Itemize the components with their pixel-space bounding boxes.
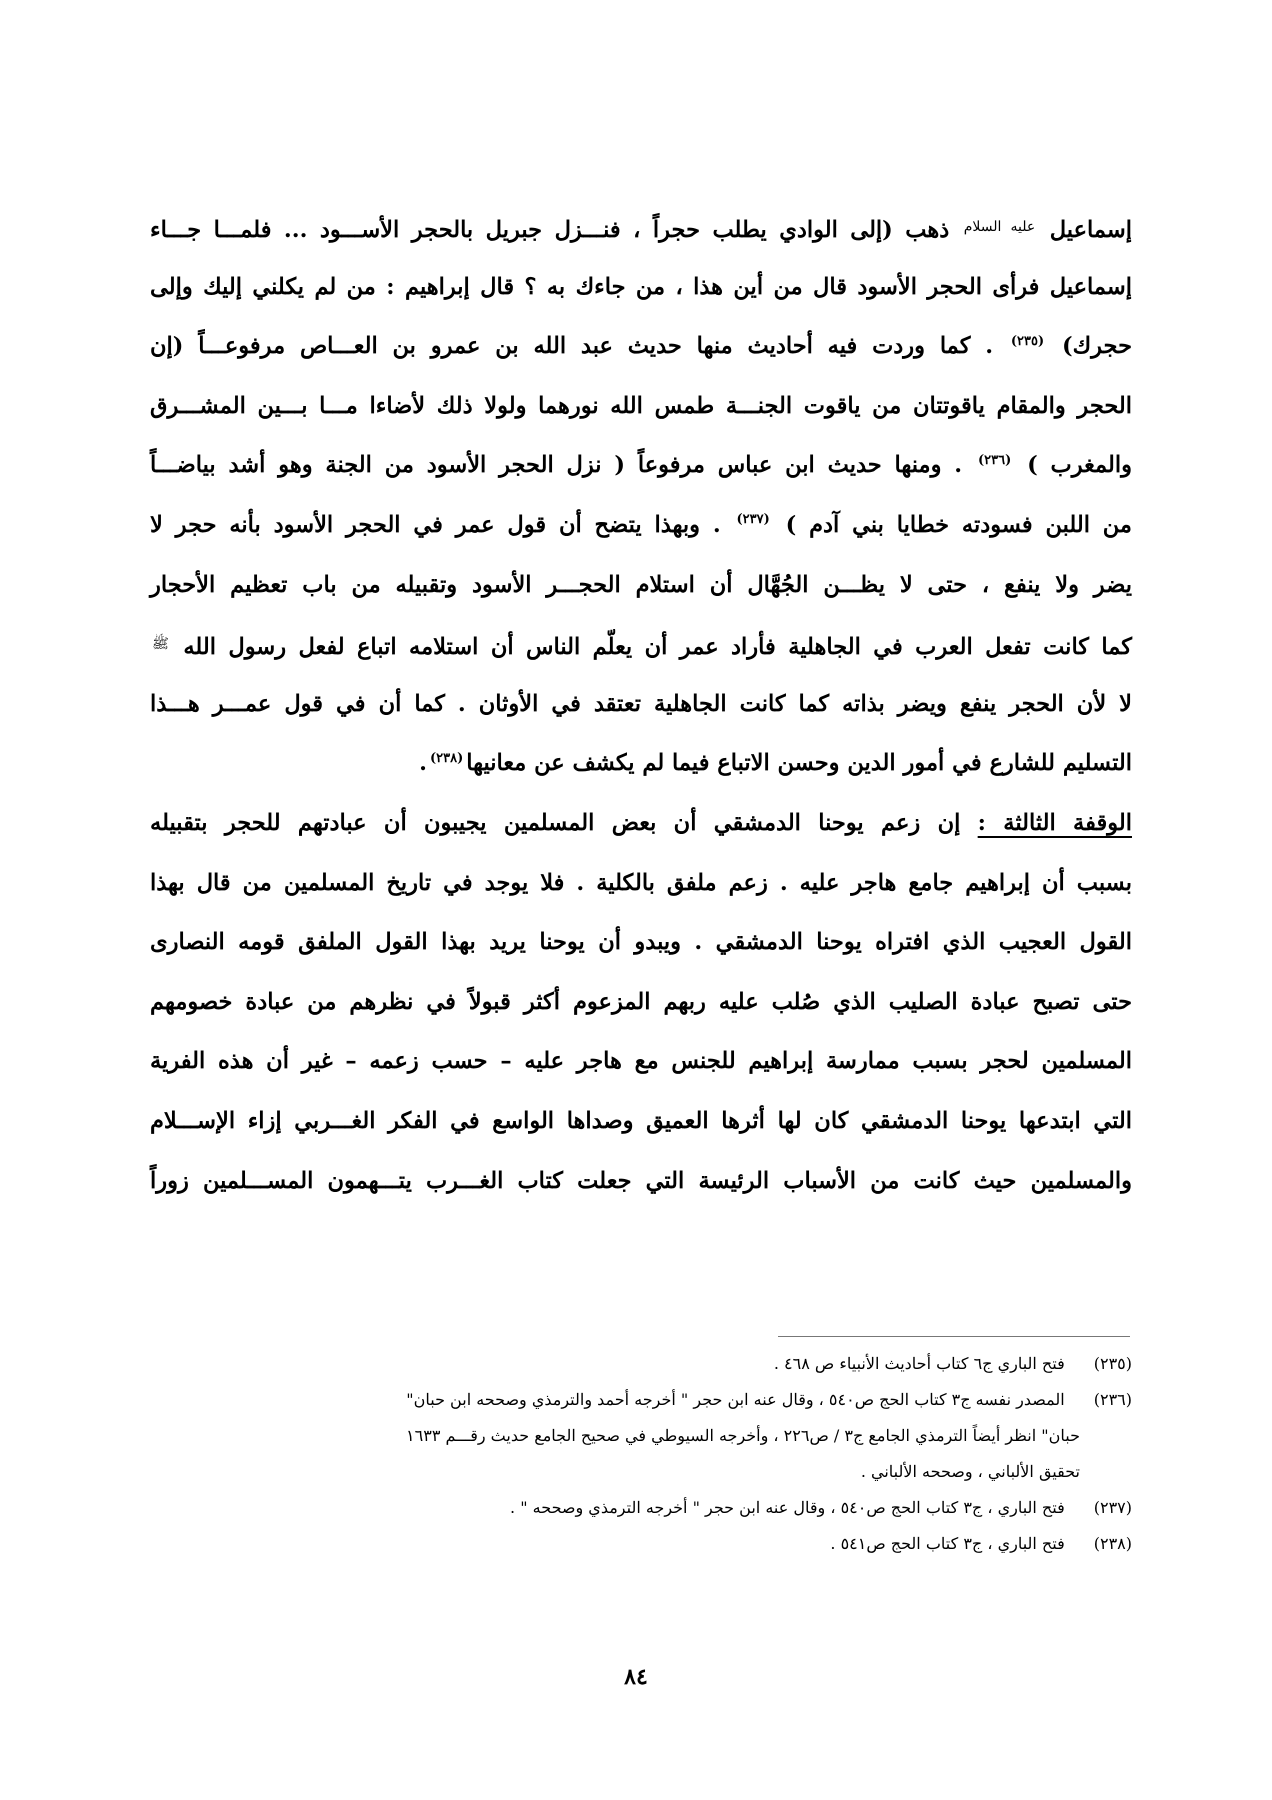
footnote-235 [150, 1346, 1132, 1382]
text-segment: حجرك) [1061, 333, 1132, 360]
footnote-line [150, 1490, 1132, 1526]
text-line [150, 258, 1132, 318]
text-line [150, 556, 1132, 616]
text-line [150, 317, 1132, 377]
footnote-number: (٢٣٧) [1093, 1498, 1132, 1517]
footnote-ref-236[interactable]: (٢٣٦) [977, 452, 1012, 468]
footnote-text: فتح الباري ، ج٣ كتاب الحج ص٥٤٠ ، وقال عنه ابن حجر " أخرجه الترمذي وصححه " . [510, 1498, 1065, 1517]
text-line [150, 734, 1132, 794]
footnote-number: (٢٣٨) [1093, 1534, 1132, 1553]
text-line [150, 1032, 1132, 1092]
text-line [150, 854, 1132, 914]
text-line [150, 436, 1132, 496]
text-line [150, 1152, 1132, 1212]
footnote-238 [150, 1526, 1132, 1562]
footnotes [150, 1346, 1132, 1562]
footnote-number: (٢٣٥) [1093, 1354, 1132, 1373]
footnote-text: فتح الباري ، ج٣ كتاب الحج ص٥٤١ . [830, 1534, 1065, 1553]
text-segment: من اللبن فسودته خطايا بني آدم ) [785, 511, 1132, 538]
text-segment: والمغرب ) [1027, 452, 1132, 479]
text-segment: القول العجيب الذي افتراه يوحنا الدمشقي . ويبدو أن يوحنا يريد بهذا القول الملفق قومه النصارى [150, 929, 1132, 956]
footnote-number: (٢٣٦) [1093, 1390, 1132, 1409]
text-segment: الحجر والمقام ياقوتتان من ياقوت الجنـــة طمس الله نورهما ولولا ذلك لأضاءا مـــا بـــين المشـــرق [150, 392, 1132, 419]
text-segment: يضر ولا ينفع ، حتى لا يظـــن الجُهَّال أن استلام الحجـــر الأسود وتقبيله من باب تعظيم الأحجار [150, 571, 1132, 598]
text-line [150, 675, 1132, 735]
section-heading: الوقفة الثالثة : [977, 809, 1132, 836]
footnote-text: تحقيق الألباني ، وصححه الألباني . [860, 1462, 1080, 1481]
footnote-ref-238[interactable]: (٢٣٨) [429, 750, 464, 766]
text-segment: إن زعم يوحنا الدمشقي أن بعض المسلمين يجيبون أن عبادتهم للحجر بتقبيله [150, 809, 961, 836]
text-segment: بسبب أن إبراهيم جامع هاجر عليه . زعم ملفق بالكلية . فلا يوجد في تاريخ المسلمين من قال بهذا [150, 869, 1132, 896]
footnote-line [150, 1454, 1132, 1490]
text-segment: لا لأن الحجر ينفع ويضر بذاته كما كانت الجاهلية تعتقد في الأوثان . كما أن في قول عمـــر هـــذا [150, 690, 1132, 717]
text-segment: المسلمين لحجر بسبب ممارسة إبراهيم للجنس مع هاجر عليه – حسب زعمه – غير أن هذه الفرية [150, 1048, 1132, 1075]
text-segment: حتى تصبح عبادة الصليب الذي صُلب عليه ربهم المزعوم أكثر قبولاً في نظرهم من عبادة خصومهم [150, 988, 1132, 1015]
text-segment: ذهب (إلى الوادي يطلب حجراً ، فنـــزل جبريل بالحجر الأســـود ... فلمـــا جـــاء [150, 217, 950, 243]
text-line [150, 1092, 1132, 1152]
footnote-line [150, 1346, 1132, 1382]
text-line [150, 615, 1132, 675]
text-segment: إسماعيل [1049, 217, 1132, 243]
text-line [150, 973, 1132, 1033]
footnote-ref-235[interactable]: (٢٣٥) [1010, 333, 1045, 349]
honorific-alayhi-salam: عليه السلام [963, 219, 1036, 235]
footnote-236 [150, 1382, 1132, 1490]
text-segment: والمسلمين حيث كانت من الأسباب الرئيسة التي جعلت كتاب الغـــرب يتـــهمون المســـلمين زوراً [150, 1167, 1132, 1194]
text-segment: إسماعيل فرأى الحجر الأسود قال من أين هذا ، من جاءك به ؟ قال إبراهيم : من لم يكلني إليك وإلى [150, 273, 1132, 300]
footnote-line [150, 1382, 1132, 1418]
footnote-line [150, 1526, 1132, 1562]
text-line [150, 377, 1132, 437]
footnote-237 [150, 1490, 1132, 1526]
footnote-text: فتح الباري ج٦ كتاب أحاديث الأنبياء ص ٤٦٨ . [773, 1354, 1065, 1373]
text-line [150, 198, 1132, 258]
text-segment: التي ابتدعها يوحنا الدمشقي كان لها أثرها العميق وصداها الواسع في الفكر الغـــربي إزاء الإســـلام [150, 1107, 1132, 1134]
text-line [150, 913, 1132, 973]
text-segment: التسليم للشارع في أمور الدين وحسن الاتباع فيما لم يكشف عن معانيها [466, 750, 1132, 777]
footnote-separator [778, 1336, 1130, 1337]
text-segment: . وبهذا يتضح أن قول عمر في الحجر الأسود بأنه حجر لا [150, 511, 721, 538]
footnote-text: حبان" انظر أيضاً الترمذي الجامع ج٣ / ص٢٢٦ ، وأخرجه السيوطي في صحيح الجامع حديث رقـــم ١٦٣٣ [406, 1426, 1080, 1445]
text-segment: . [419, 750, 427, 777]
text-line [150, 794, 1132, 854]
honorific-salla-allah-icon: ﷺ [152, 636, 169, 653]
page-number: ٨٤ [624, 1664, 648, 1690]
text-line [150, 496, 1132, 556]
text-segment: . كما وردت فيه أحاديث منها حديث عبد الله بن عمرو بن العـــاص مرفوعـــاً (إن [150, 333, 994, 360]
main-text [150, 198, 1132, 1211]
text-segment: . ومنها حديث ابن عباس مرفوعاً ( نزل الحجر الأسود من الجنة وهو أشد بياضـــاً [150, 452, 963, 479]
footnote-text: المصدر نفسه ج٣ كتاب الحج ص٥٤٠ ، وقال عنه ابن حجر " أخرجه أحمد والترمذي وصححه ابن حبان" [406, 1390, 1065, 1409]
footnote-ref-237[interactable]: (٢٣٧) [736, 512, 770, 528]
text-segment: كما كانت تفعل العرب في الجاهلية فأراد عمر أن يعلّم الناس أن استلامه اتباع لفعل رسول الله [183, 634, 1132, 661]
footnote-line [150, 1418, 1132, 1454]
